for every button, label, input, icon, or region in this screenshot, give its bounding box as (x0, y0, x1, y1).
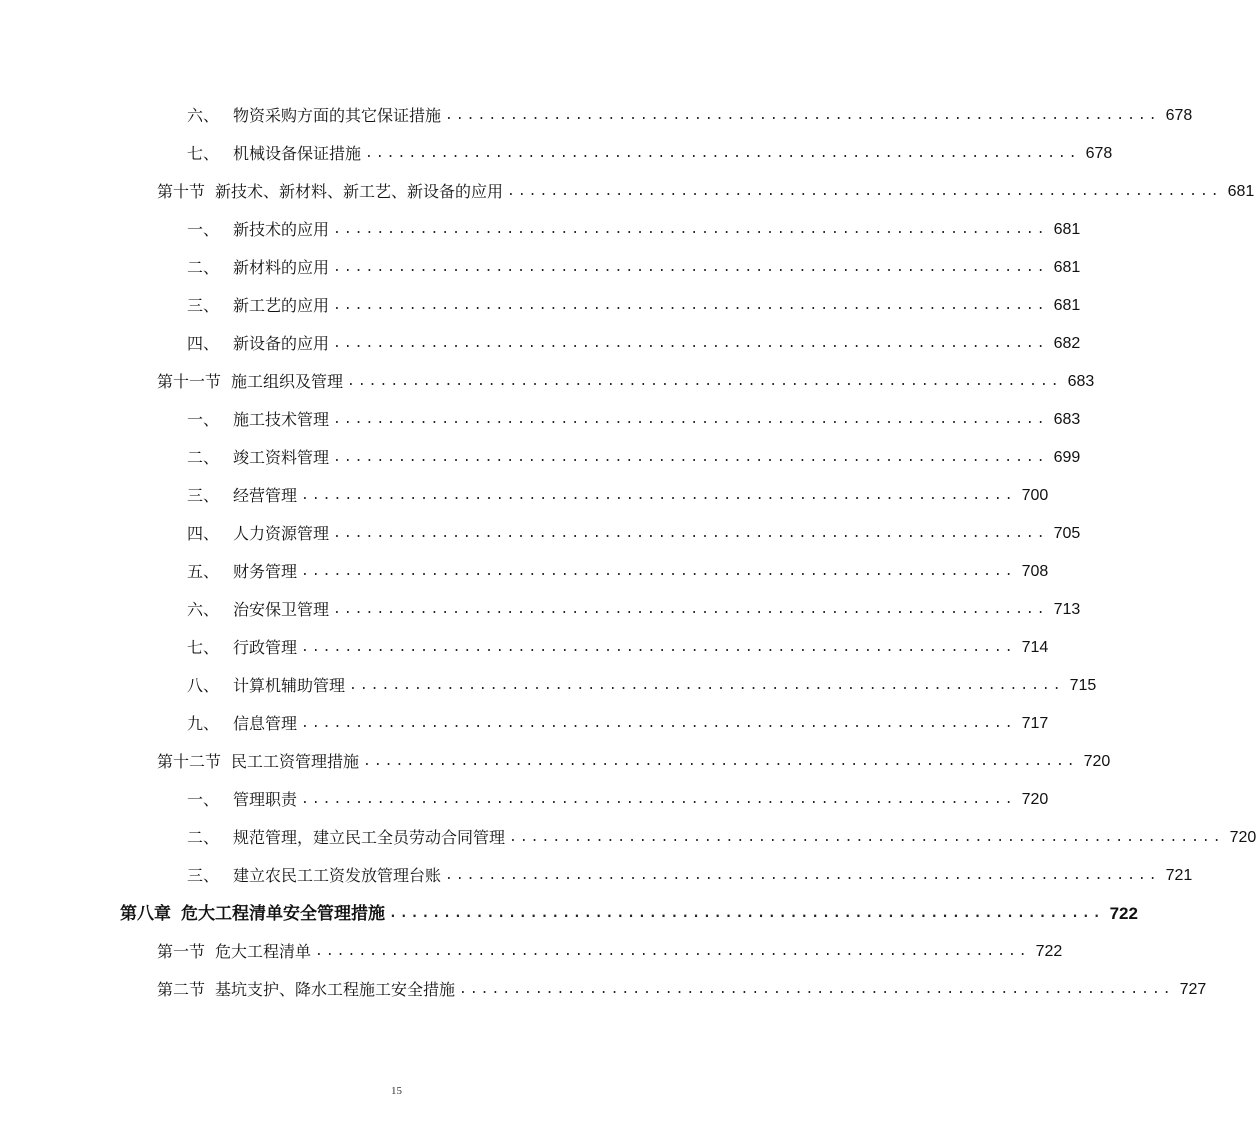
toc-entry-page: 713 (1053, 601, 1081, 618)
leader-dots: .................................................................. (365, 146, 1080, 161)
leader-dots: .................................................................. (347, 374, 1062, 389)
leader-dots: .................................................................. (301, 640, 1016, 655)
toc-entry-title: 建立农民工工资发放管理台账 (233, 866, 442, 885)
toc-entry-number: 九、 (187, 714, 220, 733)
toc-section-entry[interactable] (157, 363, 1095, 401)
toc-entry-number: 二、 (187, 828, 220, 847)
toc-entry-page: 714 (1021, 639, 1049, 656)
toc-entry-number: 六、 (187, 600, 220, 619)
leader-dots: .................................................................. (333, 602, 1048, 617)
toc-entry-page: 678 (1165, 107, 1193, 124)
toc-entry[interactable] (187, 439, 1081, 477)
toc-entry-number: 五、 (187, 562, 220, 581)
toc-entry-title: 机械设备保证措施 (233, 144, 362, 163)
toc-entry[interactable] (187, 325, 1081, 363)
leader-dots: .................................................................. (445, 108, 1160, 123)
toc-entry-page: 682 (1053, 335, 1081, 352)
toc-entry[interactable] (187, 591, 1081, 629)
toc-entry-page: 699 (1053, 449, 1081, 466)
leader-dots: .................................................................. (509, 830, 1224, 845)
toc-entry-title: 人力资源管理 (233, 524, 330, 543)
toc-entry-page: 683 (1067, 373, 1095, 390)
toc-entry-page: 722 (1109, 904, 1138, 923)
toc-entry[interactable] (187, 553, 1049, 591)
toc-chapter-title: 危大工程清单安全管理措施 (181, 904, 385, 924)
toc-entry-title: 经营管理 (233, 486, 298, 505)
leader-dots: .................................................................. (333, 450, 1048, 465)
leader-dots: .................................................................. (333, 412, 1048, 427)
toc-entry-title: 规范管理，建立民工全员劳动合同管理 (233, 828, 506, 847)
leader-dots: .................................................................. (301, 564, 1016, 579)
leader-dots: .................................................................. (333, 260, 1048, 275)
leader-dots: .................................................................. (315, 944, 1030, 959)
table-of-contents (0, 97, 1256, 1009)
toc-entry[interactable] (187, 515, 1081, 553)
toc-section-entry[interactable] (157, 743, 1111, 781)
toc-entry-number: 一、 (187, 410, 220, 429)
toc-entry-number: 三、 (187, 866, 220, 885)
toc-section-number: 第十二节 (157, 752, 222, 771)
toc-entry-page: 681 (1053, 259, 1081, 276)
toc-section-title: 民工工资管理措施 (231, 752, 360, 771)
page-number: 15 (391, 1085, 402, 1097)
toc-entry-number: 二、 (187, 258, 220, 277)
toc-entry-title: 管理职责 (233, 790, 298, 809)
toc-entry-title: 治安保卫管理 (233, 600, 330, 619)
toc-entry-page: 717 (1021, 715, 1049, 732)
toc-entry-page: 720 (1229, 829, 1256, 846)
toc-entry[interactable] (187, 401, 1081, 439)
toc-entry-title: 计算机辅助管理 (233, 676, 346, 695)
toc-section-entry[interactable] (157, 173, 1255, 211)
toc-section-title: 施工组织及管理 (231, 372, 344, 391)
toc-section-title: 危大工程清单 (215, 942, 312, 961)
toc-entry-page: 683 (1053, 411, 1081, 428)
toc-entry-title: 物资采购方面的其它保证措施 (233, 106, 442, 125)
leader-dots: .................................................................. (445, 868, 1160, 883)
toc-entry-title: 行政管理 (233, 638, 298, 657)
leader-dots: .................................................................. (333, 526, 1048, 541)
toc-entry[interactable] (187, 249, 1081, 287)
leader-dots: .................................................................. (507, 184, 1222, 199)
toc-entry[interactable] (187, 135, 1113, 173)
toc-entry-title: 新设备的应用 (233, 334, 330, 353)
toc-entry-page: 715 (1069, 677, 1097, 694)
toc-entry[interactable] (187, 667, 1097, 705)
toc-entry[interactable] (187, 477, 1049, 515)
toc-entry-page: 720 (1083, 753, 1111, 770)
toc-entry-page: 705 (1053, 525, 1081, 542)
toc-entry-title: 新材料的应用 (233, 258, 330, 277)
toc-entry-page: 678 (1085, 145, 1113, 162)
toc-entry-number: 三、 (187, 296, 220, 315)
toc-entry-number: 七、 (187, 638, 220, 657)
toc-entry-number: 四、 (187, 334, 220, 353)
toc-entry-number: 三、 (187, 486, 220, 505)
leader-dots: .................................................................. (333, 336, 1048, 351)
toc-section-entry[interactable] (157, 971, 1207, 1009)
toc-entry-title: 新工艺的应用 (233, 296, 330, 315)
toc-entry-page: 722 (1035, 943, 1063, 960)
toc-entry-page: 681 (1053, 297, 1081, 314)
toc-entry[interactable] (187, 287, 1081, 325)
toc-entry[interactable] (187, 857, 1193, 895)
toc-entry-page: 681 (1053, 221, 1081, 238)
toc-section-title: 基坑支护、降水工程施工安全措施 (215, 980, 456, 999)
toc-entry-number: 一、 (187, 220, 220, 239)
toc-entry[interactable] (187, 819, 1256, 857)
toc-section-entry[interactable] (157, 933, 1063, 971)
leader-dots: .................................................................. (301, 792, 1016, 807)
toc-entry-title: 财务管理 (233, 562, 298, 581)
leader-dots: .................................................................. (301, 716, 1016, 731)
leader-dots: .................................................................. (363, 754, 1078, 769)
toc-entry[interactable] (187, 97, 1193, 135)
toc-entry-page: 727 (1179, 981, 1207, 998)
toc-entry[interactable] (187, 211, 1081, 249)
leader-dots: .................................................................. (389, 906, 1104, 921)
toc-entry-number: 二、 (187, 448, 220, 467)
toc-entry[interactable] (187, 629, 1049, 667)
leader-dots: .................................................................. (459, 982, 1174, 997)
toc-entry-title: 施工技术管理 (233, 410, 330, 429)
toc-entry-number: 四、 (187, 524, 220, 543)
toc-entry-title: 竣工资料管理 (233, 448, 330, 467)
toc-entry-page: 708 (1021, 563, 1049, 580)
toc-section-title: 新技术、新材料、新工艺、新设备的应用 (215, 182, 504, 201)
toc-entry-page: 681 (1227, 183, 1255, 200)
toc-entry[interactable] (187, 705, 1049, 743)
toc-section-number: 第一节 (157, 942, 206, 961)
toc-entry-number: 六、 (187, 106, 220, 125)
toc-chapter-entry[interactable] (120, 895, 1138, 933)
toc-section-number: 第十节 (157, 182, 206, 201)
toc-entry-title: 信息管理 (233, 714, 298, 733)
toc-entry-number: 七、 (187, 144, 220, 163)
toc-entry-title: 新技术的应用 (233, 220, 330, 239)
toc-entry[interactable] (187, 781, 1049, 819)
toc-entry-page: 720 (1021, 791, 1049, 808)
toc-section-number: 第二节 (157, 980, 206, 999)
leader-dots: .................................................................. (349, 678, 1064, 693)
toc-chapter-number: 第八章 (120, 904, 171, 924)
toc-entry-page: 700 (1021, 487, 1049, 504)
toc-entry-number: 八、 (187, 676, 220, 695)
toc-entry-page: 721 (1165, 867, 1193, 884)
leader-dots: .................................................................. (333, 298, 1048, 313)
toc-section-number: 第十一节 (157, 372, 222, 391)
toc-entry-number: 一、 (187, 790, 220, 809)
leader-dots: .................................................................. (333, 222, 1048, 237)
leader-dots: .................................................................. (301, 488, 1016, 503)
